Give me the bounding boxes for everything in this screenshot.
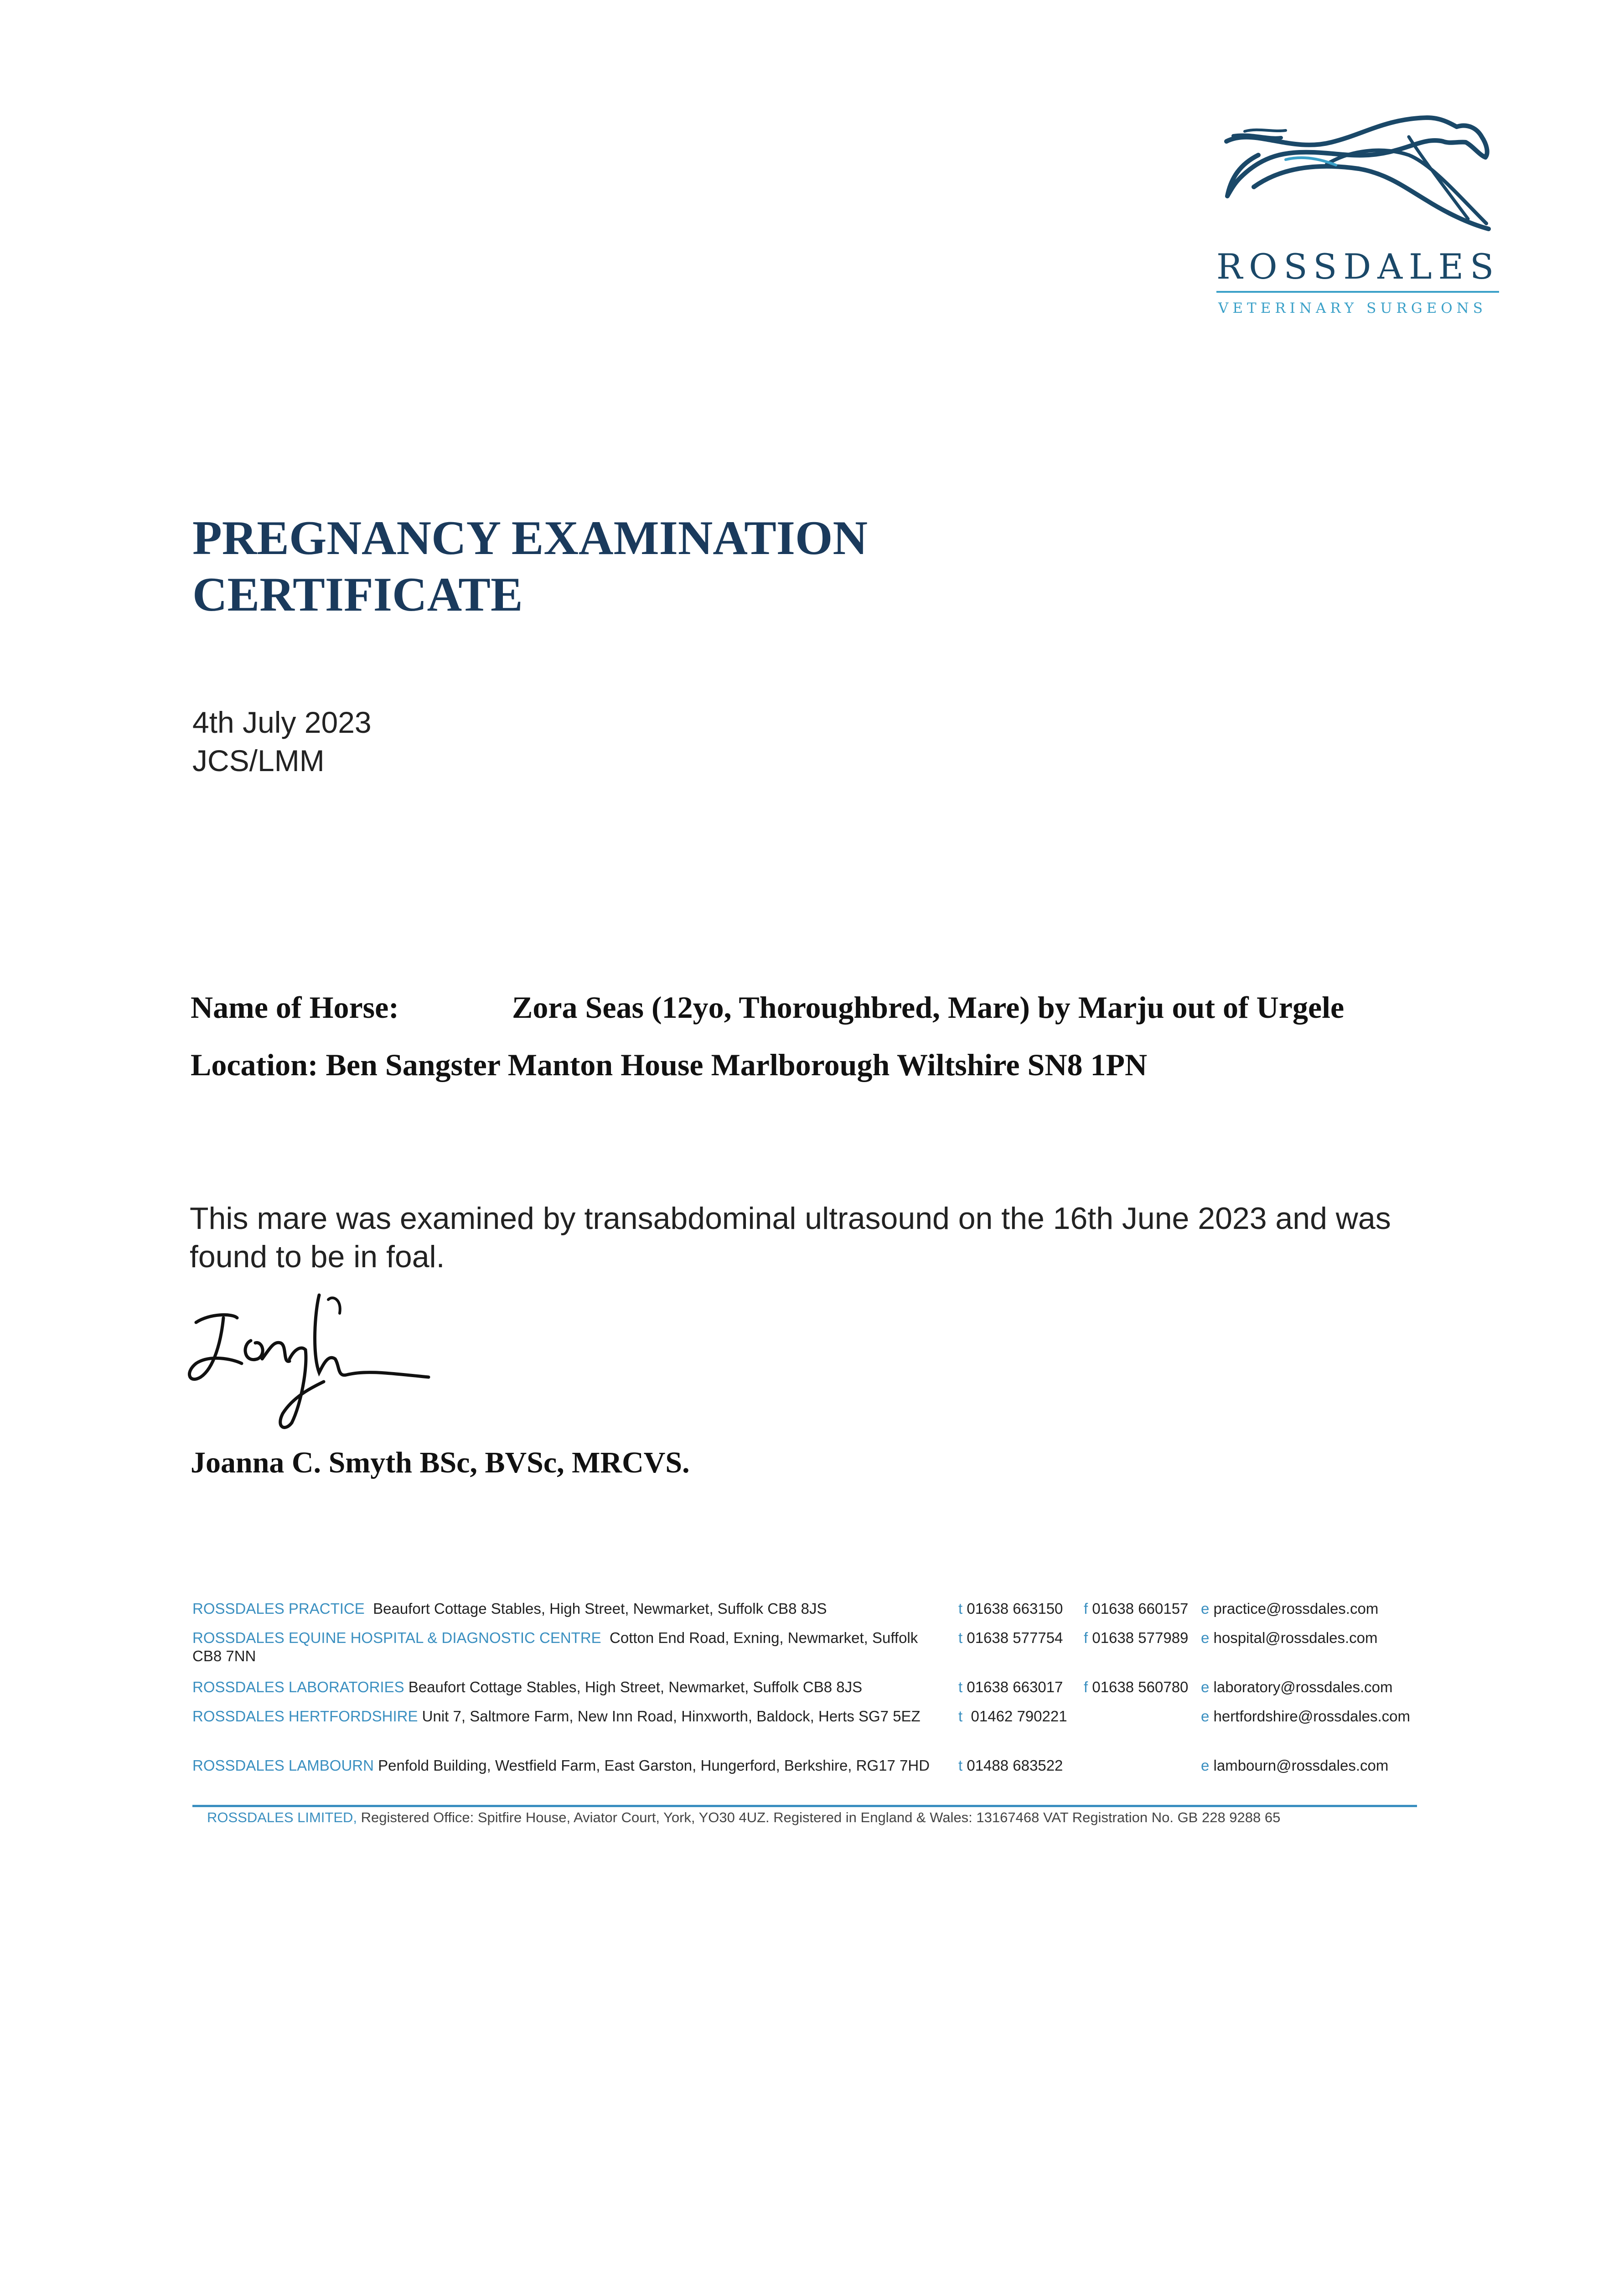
location-value: Ben Sangster Manton House Marlborough Wiltshire SN8 1PN [326, 1047, 1148, 1082]
signatory-name: Joanna C. Smyth BSc, BVSc, MRCVS. [191, 1446, 690, 1479]
location-label: Location: [191, 1047, 318, 1082]
hospital-phone: 01638 577754 [967, 1629, 1063, 1646]
practice-address: Beaufort Cottage Stables, High Street, Newmarket, Suffolk CB8 8JS [373, 1600, 827, 1617]
logo-tagline: VETERINARY SURGEONS [1218, 300, 1487, 316]
lambourn-email[interactable]: lambourn@rossdales.com [1213, 1757, 1389, 1774]
footer-divider [192, 1805, 1417, 1807]
examination-statement: This mare was examined by transabdominal ultrasound on the 16th June 2023 and was found to be in foal. [190, 1201, 1391, 1274]
registered-office-line [207, 1809, 1280, 1826]
practice-name: ROSSDALES PRACTICE [192, 1600, 365, 1617]
laboratories-phone: 01638 663017 [967, 1679, 1063, 1695]
practice-fax: 01638 660157 [1092, 1600, 1189, 1617]
laboratories-fax: 01638 560780 [1092, 1679, 1189, 1695]
laboratories-address: Beaufort Cottage Stables, High Street, Newmarket, Suffolk CB8 8JS [408, 1679, 863, 1695]
registered-company-name: ROSSDALES LIMITED, [207, 1809, 357, 1825]
email-prefix: e [1201, 1600, 1210, 1617]
horse-logo-icon [1213, 109, 1495, 246]
practice-phone: 01638 663150 [967, 1600, 1063, 1617]
phone-prefix: t [958, 1679, 963, 1695]
email-prefix: e [1201, 1708, 1210, 1725]
hospital-email[interactable]: hospital@rossdales.com [1213, 1629, 1378, 1646]
hertfordshire-address: Unit 7, Saltmore Farm, New Inn Road, Hinxworth, Baldock, Herts SG7 5EZ [422, 1708, 921, 1725]
location-field [191, 1047, 1147, 1083]
phone-prefix: t [958, 1629, 963, 1646]
date-reference-block [192, 703, 372, 780]
horse-name-label: Name of Horse: [191, 990, 399, 1025]
horse-name-value: Zora Seas (12yo, Thoroughbred, Mare) by Marju out of Urgele [512, 990, 1345, 1025]
phone-prefix: t [958, 1600, 963, 1617]
title-line-2: CERTIFICATE [192, 568, 523, 621]
certificate-reference: JCS/LMM [192, 744, 325, 777]
lambourn-name: ROSSDALES LAMBOURN [192, 1757, 374, 1774]
hertfordshire-phone: 01462 790221 [971, 1708, 1067, 1725]
title-line-1: PREGNANCY EXAMINATION [192, 511, 868, 565]
laboratories-name: ROSSDALES LABORATORIES [192, 1679, 404, 1695]
fax-prefix: f [1084, 1600, 1088, 1617]
page-title [192, 510, 1104, 623]
phone-prefix: t [958, 1708, 963, 1725]
lambourn-address: Penfold Building, Westfield Farm, East Garston, Hungerford, Berkshire, RG17 7HD [378, 1757, 930, 1774]
hospital-address: Cotton End Road, Exning, Newmarket, Suffolk CB8 7NN [192, 1629, 918, 1664]
hospital-fax: 01638 577989 [1092, 1629, 1189, 1646]
horse-name-field [191, 990, 1344, 1026]
laboratories-email[interactable]: laboratory@rossdales.com [1213, 1679, 1393, 1695]
lambourn-phone: 01488 683522 [967, 1757, 1063, 1774]
certificate-date: 4th July 2023 [192, 705, 372, 739]
handwritten-signature [182, 1286, 438, 1436]
rossdales-logo [1213, 109, 1505, 328]
practice-email[interactable]: practice@rossdales.com [1213, 1600, 1379, 1617]
phone-prefix: t [958, 1757, 963, 1774]
registered-office-text: Registered Office: Spitfire House, Aviator Court, York, YO30 4UZ. Registered in England & Wales: 13167468 VAT Registration No. GB 228 9288 65 [361, 1809, 1281, 1825]
hertfordshire-email[interactable]: hertfordshire@rossdales.com [1213, 1708, 1411, 1725]
fax-prefix: f [1084, 1629, 1088, 1646]
fax-prefix: f [1084, 1679, 1088, 1695]
email-prefix: e [1201, 1629, 1210, 1646]
logo-divider [1216, 291, 1499, 293]
logo-wordmark: ROSSDALES [1216, 246, 1500, 287]
hospital-name: ROSSDALES EQUINE HOSPITAL & DIAGNOSTIC CENTRE [192, 1629, 601, 1646]
hertfordshire-name: ROSSDALES HERTFORDSHIRE [192, 1708, 418, 1725]
email-prefix: e [1201, 1679, 1210, 1695]
email-prefix: e [1201, 1757, 1210, 1774]
